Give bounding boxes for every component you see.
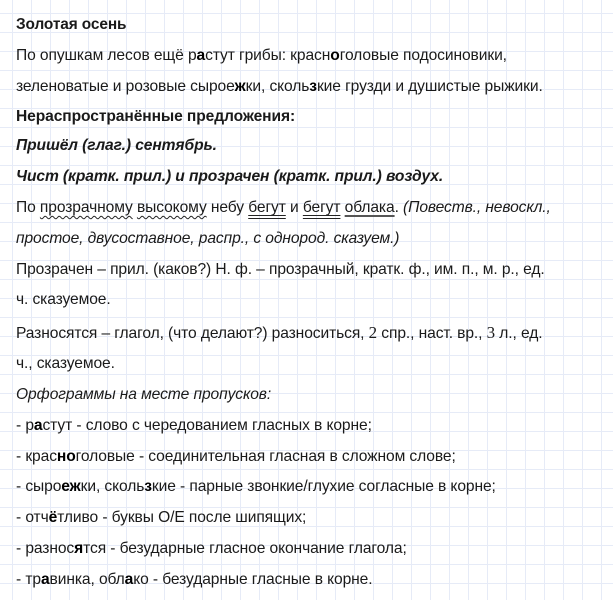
text-segment: По опушкам лесов ещё р [16,46,197,64]
text-segment: винка, обл [49,570,125,588]
text-paragraph-line [16,41,606,72]
orthogram-item [16,565,606,596]
text-segment: тся - безударные гласное окончание глагола; [83,539,407,557]
number: 2 [368,323,378,343]
text-segment: - р [16,416,34,434]
answer-page [16,10,606,596]
text-segment: л., ед. [495,325,543,343]
parsed-sentence [16,193,606,224]
highlighted-letter: а [33,416,43,434]
text-segment: ки, сколь [80,478,145,496]
word-analysis-line: Прозрачен – прил. (каков?) Н. ф. – прозрачный, кратк. ф., им. п., м. р., ед. [16,260,545,278]
text-segment: головые подосиновики, [339,46,507,64]
orthograms-heading: Орфограммы на месте пропусков: [16,385,272,403]
orthogram-item [16,503,606,534]
text-segment: - сыро [16,478,62,496]
text-segment: - крас [16,447,57,465]
text-segment: н [321,46,331,64]
orthogram-item [16,442,606,473]
word-analysis-line: ч., сказуемое. [16,355,115,373]
text-segment: Разносятся – глагол, (что делают?) разноситься, [16,325,369,343]
text-segment: ко - безударные гласные в корне. [133,570,373,588]
highlighted-letter: я [74,539,84,557]
sentence-example: Чист (кратк. прил.) и прозрачен (кратк. прил.) воздух. [16,168,444,186]
word-analysis-line: ч. сказуемое. [16,291,111,309]
highlighted-letter: ж [234,77,246,95]
text-segment: - тр [16,570,41,588]
word: . [394,198,404,216]
highlighted-letter: ё [48,509,58,527]
text-segment: головые - соединительная гласная в сложном слове; [75,447,456,465]
orthogram-item [16,472,606,503]
sentence-example: Пришёл (глаг.) сентябрь. [16,137,217,155]
word-attribute: высокому [136,198,207,216]
orthogram-item [16,411,606,442]
word-attribute: прозрачному [39,198,133,216]
highlighted-letter: а [40,570,50,588]
text-segment: тливо - буквы О/Е после шипящих; [57,509,307,527]
word: По [16,198,40,216]
text-segment: зеленоватые и розовые сыро [16,77,227,95]
word-predicate: бегут [248,198,286,216]
text-segment: спр., наст. вр., [377,325,487,343]
word-predicate: бегут [302,198,341,216]
text-segment: - отч [16,509,49,527]
page-title: Золотая осень [16,16,127,33]
highlighted-letter: но [56,447,76,465]
highlighted-letter: з [309,77,317,95]
word: и [285,198,303,216]
orthogram-item [16,534,606,565]
highlighted-letter: еж [61,478,81,496]
word-analysis-line [16,318,606,349]
highlighted-letter: з [144,478,152,496]
highlighted-letter: а [124,570,134,588]
section-heading: Нераспространённые предложения: [16,108,296,126]
highlighted-letter: о [330,46,340,64]
highlighted-letter: а [196,46,206,64]
sentence-characteristic-cont: простое, двусоставное, распр., с однород. сказуем.) [16,229,400,247]
text-segment: стут грибы: крас [205,46,322,64]
text-segment: кие - парные звонкие/глухие согласные в корне; [151,478,496,496]
word-subject: облака [344,198,395,216]
text-segment: ки, сколь [245,77,310,95]
text-segment: стут - слово с чередованием гласных в корне; [42,416,372,434]
word-circumstance: небу [210,198,244,216]
text-paragraph-line [16,72,606,103]
text-segment: кие грузди и душистые рыжики. [316,77,543,95]
text-segment: е [226,77,235,95]
text-segment: - разнос [16,539,75,557]
number: 3 [486,323,496,343]
sentence-characteristic: (Повеств., невоскл., [403,198,551,216]
